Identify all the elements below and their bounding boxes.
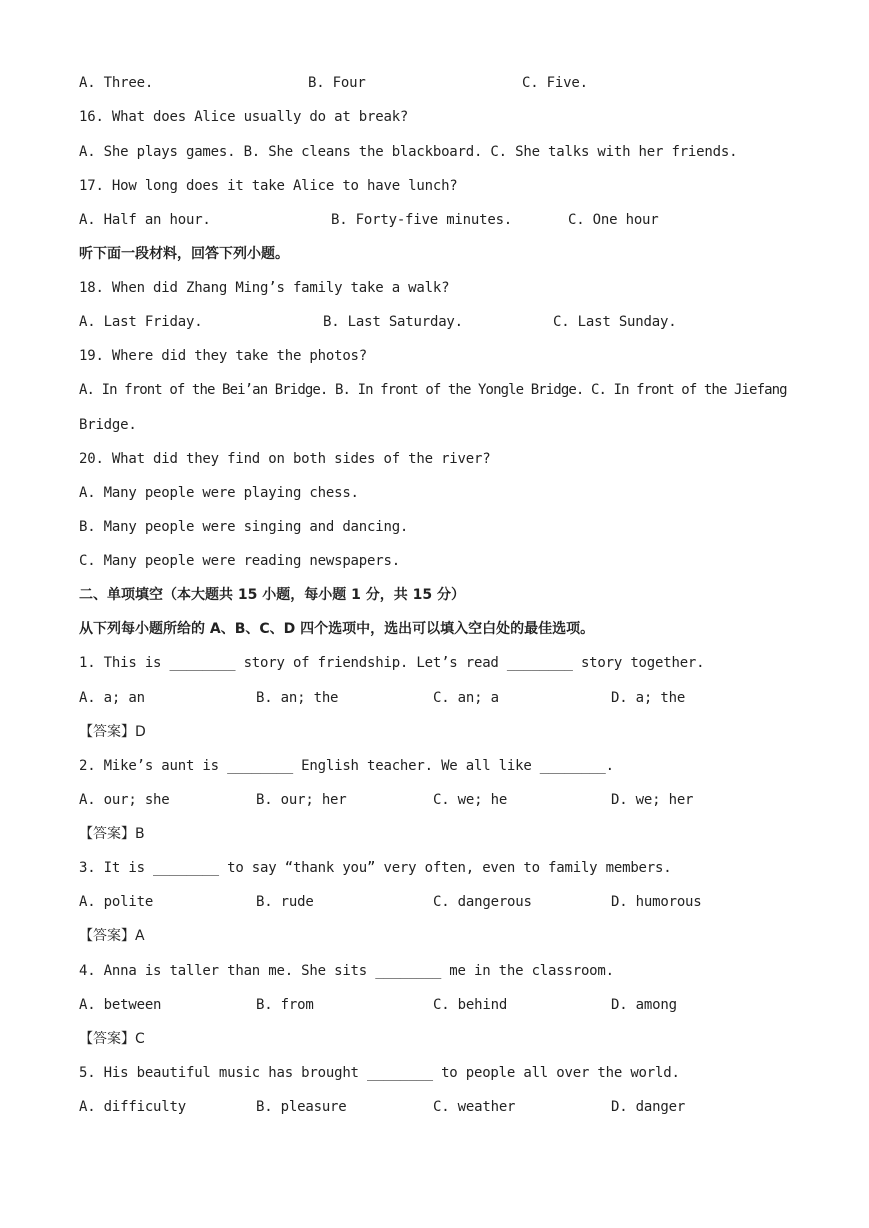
item4-option-d: D. among [611, 997, 677, 1013]
item4-answer: 【答案】C [79, 1031, 145, 1047]
q19-options-wrap: Bridge. [79, 417, 137, 433]
item3-option-d: D. humorous [611, 894, 702, 910]
q20-question: 20. What did they find on both sides of the river? [79, 451, 491, 467]
item1-option-c: C. an; a [433, 690, 499, 706]
item2-option-c: C. we; he [433, 792, 508, 808]
q18-option-c: C. Last Sunday. [553, 314, 677, 330]
q20-option-b: B. Many people were singing and dancing. [79, 519, 409, 535]
listen-instruction: 听下面一段材料，回答下列小题。 [79, 246, 289, 262]
q15-option-a: A. Three. [79, 75, 154, 91]
item4-question: 4. Anna is taller than me. She sits ________ me in the classroom. [79, 963, 614, 979]
item2-option-b: B. our; her [256, 792, 347, 808]
item5-question: 5. His beautiful music has brought ________ to people all over the world. [79, 1065, 680, 1081]
q20-option-a: A. Many people were playing chess. [79, 485, 359, 501]
item5-option-a: A. difficulty [79, 1099, 186, 1115]
item4-option-b: B. from [256, 997, 314, 1013]
q15-option-b: B. Four [308, 75, 366, 91]
item2-answer: 【答案】B [79, 826, 145, 842]
item5-option-b: B. pleasure [256, 1099, 347, 1115]
q17-question: 17. How long does it take Alice to have lunch? [79, 178, 458, 194]
item1-answer: 【答案】D [79, 724, 146, 740]
item2-question: 2. Mike’s aunt is ________ English teacher. We all like ________. [79, 758, 614, 774]
section2-title: 二、单项填空（本大题共 15 小题，每小题 1 分，共 15 分） [79, 587, 465, 603]
q16-question: 16. What does Alice usually do at break? [79, 109, 409, 125]
item3-option-a: A. polite [79, 894, 154, 910]
item1-option-a: A. a; an [79, 690, 145, 706]
section2-instruction: 从下列每小题所给的 A、B、C、D 四个选项中，选出可以填入空白处的最佳选项。 [79, 621, 595, 637]
q18-question: 18. When did Zhang Ming’s family take a walk? [79, 280, 450, 296]
item4-option-c: C. behind [433, 997, 508, 1013]
q16-options: A. She plays games. B. She cleans the blackboard. C. She talks with her friends. [79, 144, 738, 160]
item5-option-c: C. weather [433, 1099, 516, 1115]
q19-options: A. In front of the Bei’an Bridge. B. In front of the Yongle Bridge. C. In front of the Jiefang [79, 382, 787, 398]
item3-option-c: C. dangerous [433, 894, 532, 910]
q17-option-b: B. Forty-five minutes. [331, 212, 513, 228]
q15-option-c: C. Five. [522, 75, 588, 91]
q18-option-a: A. Last Friday. [79, 314, 203, 330]
item1-question: 1. This is ________ story of friendship. Let’s read ________ story together. [79, 655, 705, 671]
item4-option-a: A. between [79, 997, 162, 1013]
item3-answer: 【答案】A [79, 928, 145, 944]
item1-option-d: D. a; the [611, 690, 686, 706]
item2-option-a: A. our; she [79, 792, 170, 808]
item2-option-d: D. we; her [611, 792, 694, 808]
item5-option-d: D. danger [611, 1099, 686, 1115]
item1-option-b: B. an; the [256, 690, 339, 706]
q18-option-b: B. Last Saturday. [323, 314, 463, 330]
q17-option-a: A. Half an hour. [79, 212, 211, 228]
item3-option-b: B. rude [256, 894, 314, 910]
q19-question: 19. Where did they take the photos? [79, 348, 368, 364]
q17-option-c: C. One hour [568, 212, 659, 228]
item3-question: 3. It is ________ to say “thank you” very often, even to family members. [79, 860, 672, 876]
q20-option-c: C. Many people were reading newspapers. [79, 553, 400, 569]
